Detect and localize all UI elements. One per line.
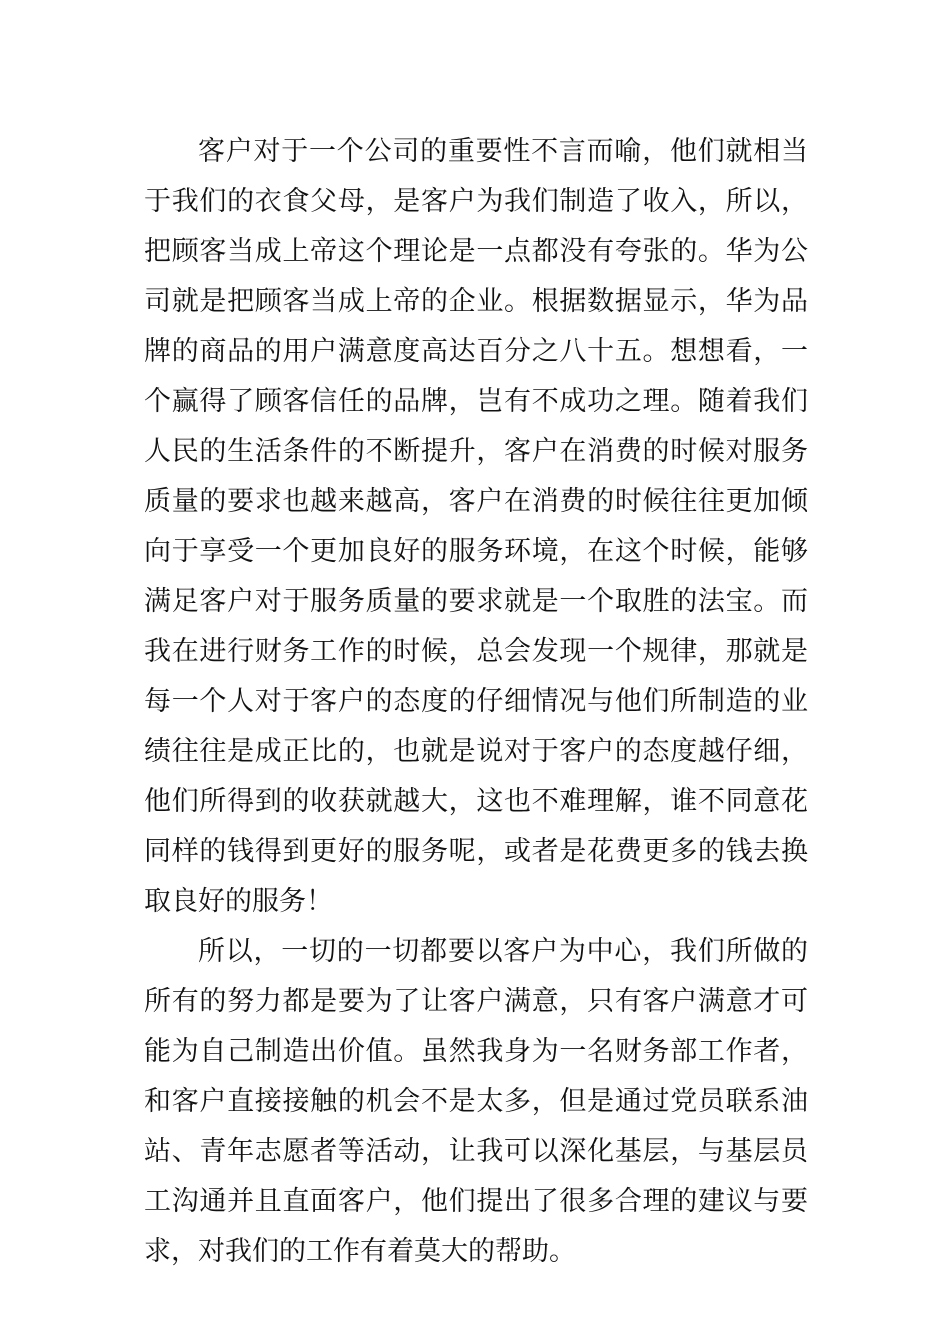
paragraph-2: 所以，一切的一切都要以客户为中心，我们所做的所有的努力都是要为了让客户满意，只有客户满意才可能为自己制造出价值。虽然我身为一名财务部工作者，和客户直接接触的机会不是太多，但是通过党员联系油站、青年志愿者等活动，让我可以深化基层，与基层员工沟通并且直面客户，他们提出了很多合理的建议与要求，对我们的工作有着莫大的帮助。 bbox=[144, 936, 808, 1267]
document-body bbox=[144, 127, 808, 1277]
paragraph-1: 客户对于一个公司的重要性不言而喻，他们就相当于我们的衣食父母，是客户为我们制造了收入，所以，把顾客当成上帝这个理论是一点都没有夸张的。华为公司就是把顾客当成上帝的企业。根据数据显示，华为品牌的商品的用户满意度高达百分之八十五。想想看，一个赢得了顾客信任的品牌，岂有不成功之理。随着我们人民的生活条件的不断提升，客户在消费的时候对服务质量的要求也越来越高，客户在消费的时候往往更加倾向于享受一个更加良好的服务环境，在这个时候，能够满足客户对于服务质量的要求就是一个取胜的法宝。而我在进行财务工作的时候，总会发现一个规律，那就是每一个人对于客户的态度的仔细情况与他们所制造的业绩往往是成正比的，也就是说对于客户的态度越仔细，他们所得到的收获就越大，这也不难理解，谁不同意花同样的钱得到更好的服务呢，或者是花费更多的钱去换取良好的服务！ bbox=[144, 136, 808, 917]
